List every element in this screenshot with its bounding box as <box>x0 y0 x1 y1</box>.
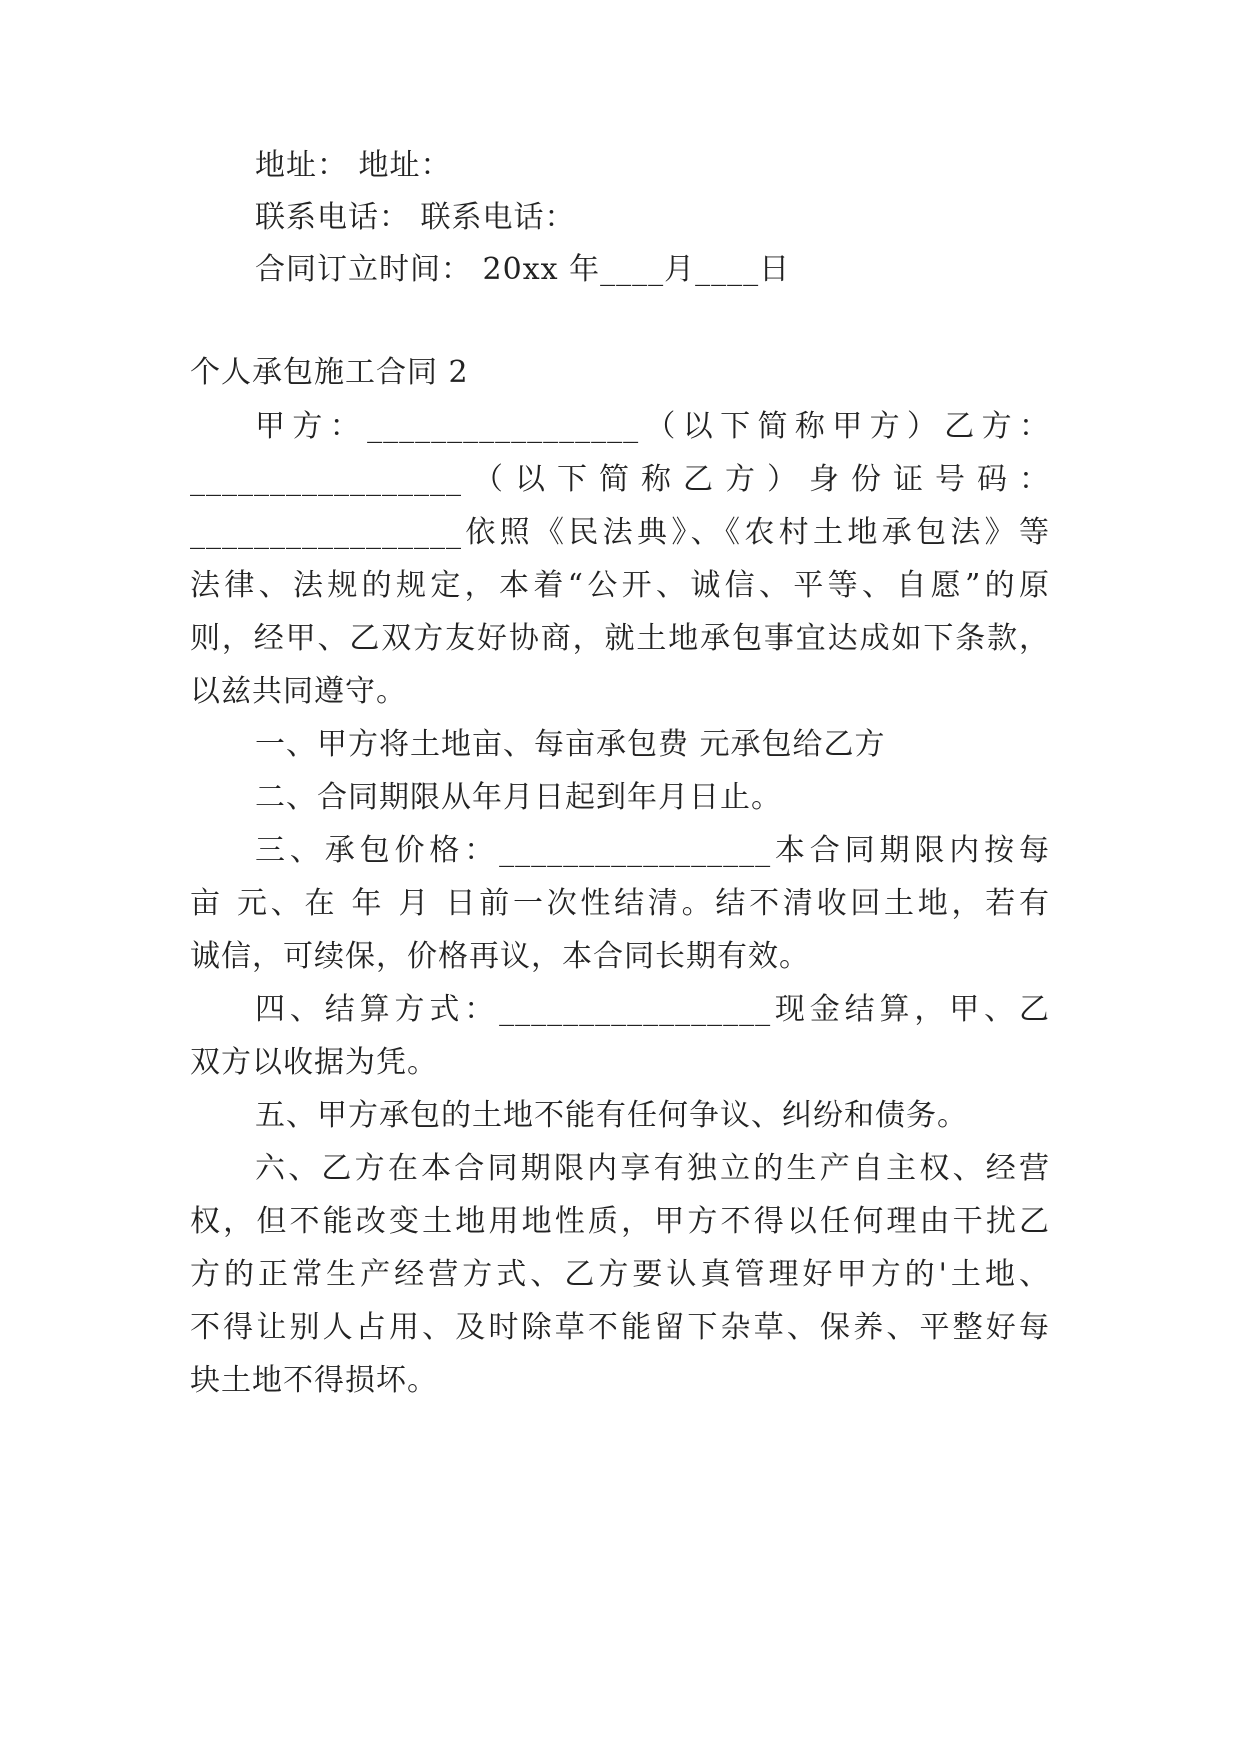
section-title: 个人承包施工合同 2 <box>190 355 469 390</box>
address-line: 地址： 地址： <box>255 148 452 183</box>
party-b-line: _________________（以下简称乙方）身份证号码： <box>190 462 1050 497</box>
clause-1: 一、甲方将土地亩、每亩承包费 元承包给乙方 <box>255 727 886 762</box>
clause-6-line-1: 六、乙方在本合同期限内享有独立的生产自主权、经营 <box>255 1151 1050 1186</box>
clause-3-line-2: 亩 元、在 年 月 日前一次性结清。结不清收回土地，若有 <box>190 886 1050 921</box>
clause-6-line-4: 不得让别人占用、及时除草不能留下杂草、保养、平整好每 <box>190 1310 1050 1345</box>
clause-5: 五、甲方承包的土地不能有任何争议、纠纷和债务。 <box>255 1098 968 1133</box>
clause-3-line-1: 三、承包价格：_________________本合同期限内按每 <box>255 833 1050 868</box>
signing-date-line: 合同订立时间： 20xx 年____月____日 <box>255 252 791 287</box>
phone-line: 联系电话： 联系电话： <box>255 200 576 235</box>
clause-6-line-5: 块土地不得损坏。 <box>190 1363 438 1398</box>
principles-line: 法律、法规的规定，本着“公开、诚信、平等、自愿”的原 <box>190 568 1050 603</box>
compliance-line: 以兹共同遵守。 <box>190 674 407 709</box>
party-a-line: 甲方：_________________（以下简称甲方）乙方： <box>255 409 1050 444</box>
clause-2: 二、合同期限从年月日起到年月日止。 <box>255 780 782 815</box>
clause-6-line-2: 权，但不能改变土地用地性质，甲方不得以任何理由干扰乙 <box>190 1204 1050 1239</box>
clause-4-line-1: 四、结算方式：_________________现金结算，甲、乙 <box>255 992 1050 1027</box>
clause-6-line-3: 方的正常生产经营方式、乙方要认真管理好甲方的'土地、 <box>190 1257 1050 1292</box>
law-basis-line: _________________依照《民法典》、《农村土地承包法》等 <box>190 515 1050 550</box>
negotiation-line: 则，经甲、乙双方友好协商，就土地承包事宜达成如下条款， <box>190 621 1050 656</box>
clause-3-line-3: 诚信，可续保，价格再议，本合同长期有效。 <box>190 939 810 974</box>
clause-4-line-2: 双方以收据为凭。 <box>190 1045 438 1080</box>
